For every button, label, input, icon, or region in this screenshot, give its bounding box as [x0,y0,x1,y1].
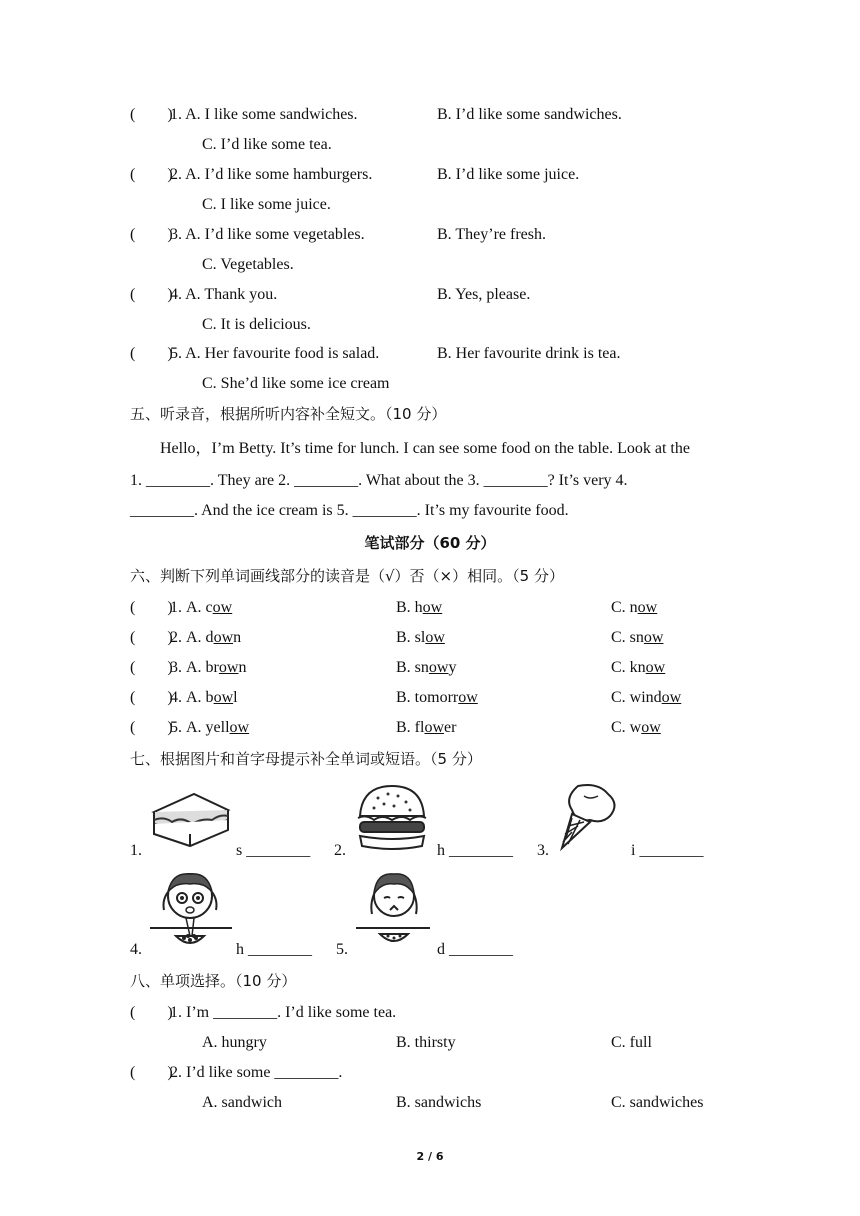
pic-item-1-hint: s ________ [236,842,311,859]
word-option-b [396,628,445,648]
word-prefix: C. n [611,599,638,616]
word-prefix: B. tomorr [396,689,459,706]
pic-item-2-hint: h ________ [437,842,513,859]
word-suffix: er [444,719,457,736]
item-number: 3. [170,659,182,676]
word-option-b [396,658,456,678]
underlined-letters: ow [641,719,661,736]
option-c: C. I like some juice. [202,196,331,213]
underlined-letters: ow [213,689,234,706]
answer-paren: ( ) [130,106,173,123]
passage-line-1: Hello，I’m Betty. It’s time for lunch. I can see some food on the table. Look at the [160,440,690,457]
question-2-option-b: B. sandwichs [396,1094,482,1111]
word-prefix: B. fl [396,719,425,736]
answer-paren: ( ) [130,629,173,646]
question-2-option-c: C. sandwiches [611,1094,704,1111]
option-a-text: A. I’d like some vegetables. [185,226,365,243]
word-prefix: A. yell [186,719,230,736]
option-a [170,225,365,245]
underlined-letters: ow [212,599,233,616]
word-prefix: B. sl [396,629,426,646]
sandwich-image [150,790,232,850]
section-5-title: 五、听录音，根据所听内容补全短文。（10 分） [130,405,447,423]
answer-paren: ( ) [130,1064,173,1081]
hamburger-image [354,782,430,854]
word-option-b [396,598,442,618]
answer-paren: ( ) [130,226,173,243]
word-prefix: C. kn [611,659,646,676]
answer-paren: ( ) [130,286,173,303]
option-a-text: A. Her favourite food is salad. [185,345,380,362]
pic-item-1-number: 1. [130,842,142,859]
option-a-text: A. I’d like some hamburgers. [185,166,373,183]
answer-paren: ( ) [130,689,173,706]
item-number: 5. [170,719,182,736]
item-number: 1. [170,106,182,123]
underlined-letters: ow [218,659,239,676]
word-option-b [396,718,456,738]
option-a [170,165,372,185]
word-suffix: y [448,659,457,676]
word-option-c [611,598,657,618]
option-c: C. I’d like some tea. [202,136,332,153]
pic-item-4-hint: h ________ [236,941,312,958]
underlined-letters: ow [661,689,682,706]
word-prefix: C. sn [611,629,644,646]
underlined-letters: ow [428,659,449,676]
option-a [170,344,379,364]
word-prefix: A. d [186,629,214,646]
option-b: B. Her favourite drink is tea. [437,345,621,362]
word-option-c [611,658,665,678]
word-prefix: A. br [186,659,219,676]
passage-line-3: ________. And the ice cream is 5. ________. It’s my favourite food. [130,502,569,519]
passage-line-2: 1. ________. They are 2. ________. What about the 3. ________? It’s very 4. [130,472,628,489]
underlined-letters: ow [458,689,478,706]
underlined-letters: ow [637,599,658,616]
word-prefix: B. h [396,599,423,616]
word-option-c [611,688,681,708]
underlined-letters: ow [229,719,250,736]
question-1-option-c: C. full [611,1034,652,1051]
word-option-a [186,718,249,738]
option-a-text: A. Thank you. [185,286,278,303]
answer-paren: ( ) [130,166,173,183]
option-b: B. Yes, please. [437,286,531,303]
item-number: 2. [170,629,182,646]
option-c: C. She’d like some ice cream [202,375,390,392]
word-prefix: C. wind [611,689,662,706]
word-suffix: n [233,629,242,646]
word-option-c [611,718,661,738]
answer-paren: ( ) [130,599,173,616]
question-1-option-b: B. thirsty [396,1034,456,1051]
word-option-a [186,688,238,708]
answer-paren: ( ) [130,345,173,362]
option-a-text: A. I like some sandwiches. [185,106,358,123]
word-prefix: A. b [186,689,214,706]
underlined-letters: ow [645,659,666,676]
underlined-letters: ow [643,629,664,646]
question-2-option-a: A. sandwich [202,1094,282,1111]
word-suffix: l [233,689,238,706]
section-7-title: 七、根据图片和首字母提示补全单词或短语。（5 分） [130,750,482,768]
underlined-letters: ow [425,629,445,646]
word-option-a [186,658,246,678]
hungry-girl-image [150,866,232,954]
word-option-a [186,628,241,648]
pic-item-4-number: 4. [130,941,142,958]
option-a [170,285,277,305]
pic-item-3-number: 3. [537,842,549,859]
question-1-option-a: A. hungry [202,1034,267,1051]
question-1-stem: 1. I’m ________. I’d like some tea. [170,1004,397,1021]
question-2-stem: 2. I’d like some ________. [170,1064,343,1081]
word-option-b [396,688,478,708]
pic-item-3-hint: i ________ [631,842,704,859]
option-b: B. I’d like some juice. [437,166,580,183]
answer-paren: ( ) [130,719,173,736]
underlined-letters: ow [422,599,443,616]
word-suffix: n [238,659,247,676]
page-number: 2 / 6 [416,1150,444,1163]
item-number: 4. [170,689,182,706]
item-number: 1. [170,599,182,616]
section-6-title: 六、判断下列单词画线部分的读音是（√）否（×）相同。（5 分） [130,567,564,585]
drinking-girl-image [356,866,430,954]
word-option-a [186,598,232,618]
word-prefix: B. sn [396,659,429,676]
section-8-title: 八、单项选择。（10 分） [130,972,297,990]
underlined-letters: ow [424,719,445,736]
word-prefix: A. c [186,599,213,616]
item-number: 3. [170,226,182,243]
option-c: C. Vegetables. [202,256,294,273]
item-number: 2. [170,166,182,183]
option-b: B. I’d like some sandwiches. [437,106,622,123]
item-number: 5. [170,345,182,362]
ice-cream-image [558,782,622,852]
word-option-c [611,628,663,648]
option-a [170,105,358,125]
underlined-letters: ow [213,629,234,646]
pic-item-5-number: 5. [336,941,348,958]
item-number: 4. [170,286,182,303]
option-b: B. They’re fresh. [437,226,546,243]
word-prefix: C. w [611,719,642,736]
pic-item-5-hint: d ________ [437,941,513,958]
answer-paren: ( ) [130,1004,173,1021]
option-c: C. It is delicious. [202,316,311,333]
answer-paren: ( ) [130,659,173,676]
pic-item-2-number: 2. [334,842,346,859]
written-part-header: 笔试部分（60 分） [364,534,496,552]
